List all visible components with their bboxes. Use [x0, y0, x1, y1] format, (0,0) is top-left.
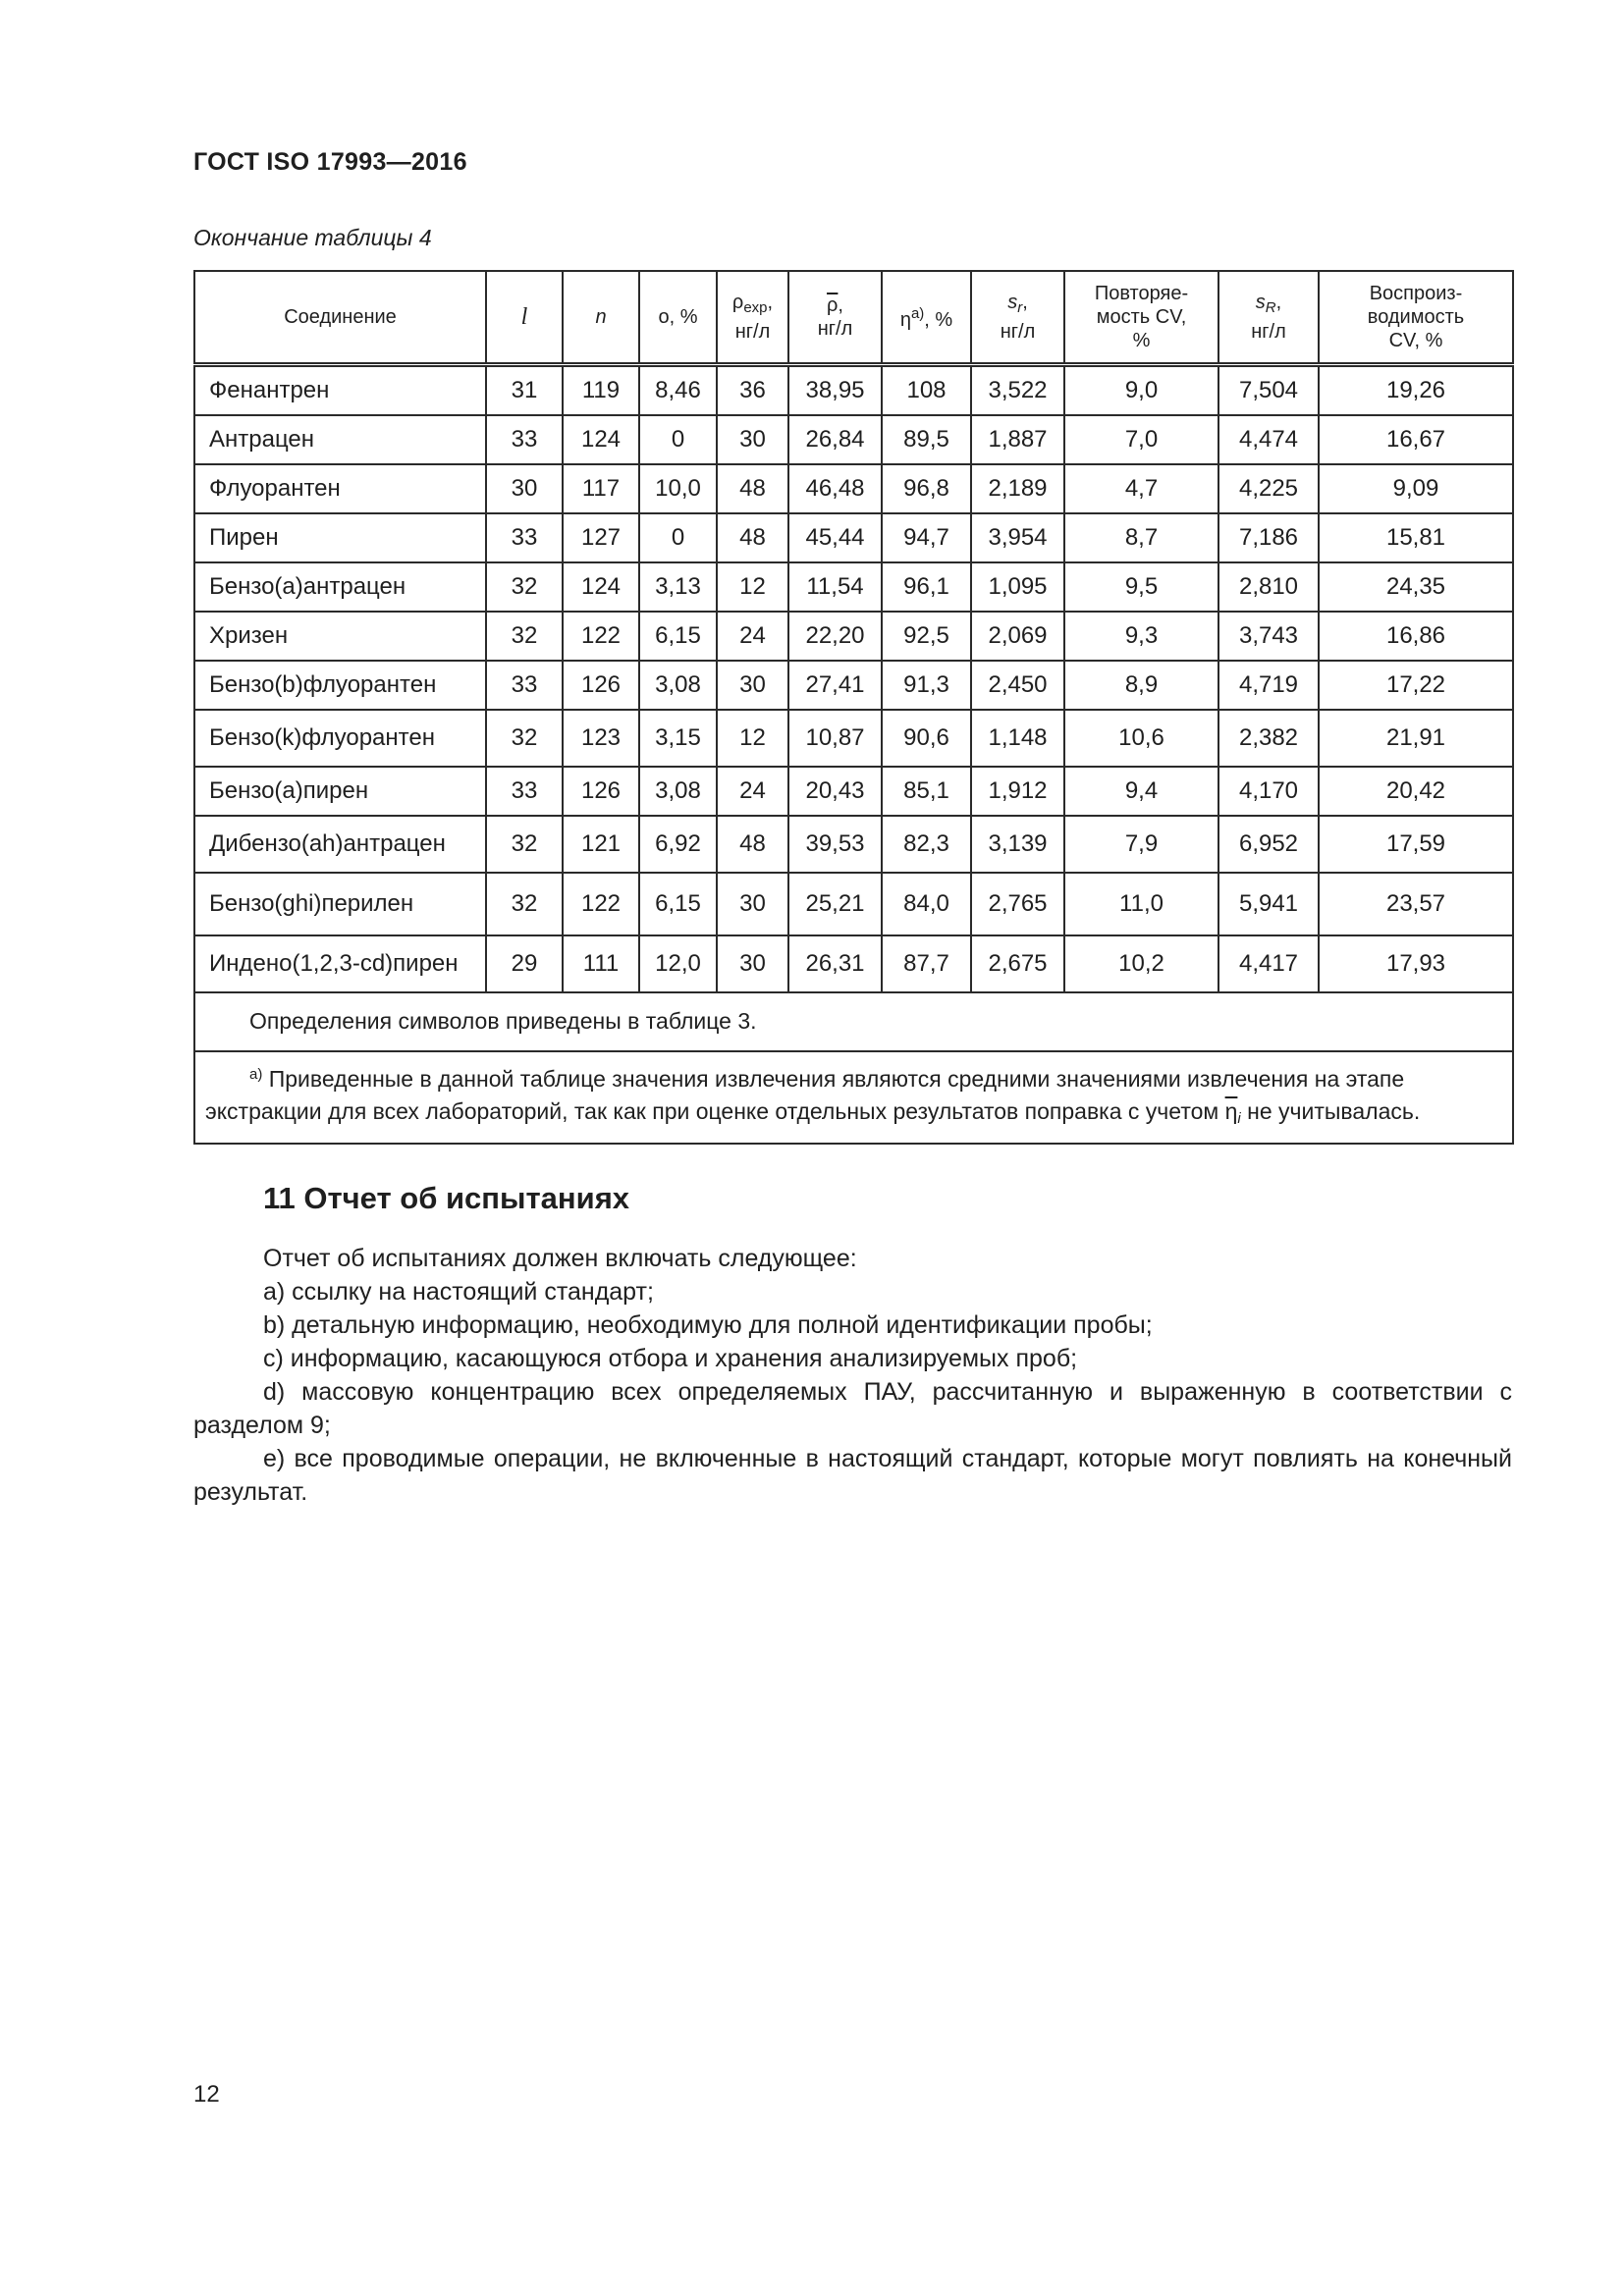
table-row	[194, 562, 1513, 612]
table-row	[194, 710, 1513, 767]
cell-rho-exp: 30	[717, 661, 788, 710]
cell-rho-exp: 24	[717, 612, 788, 661]
section-item: e) все проводимые операции, не включенные в настоящий стандарт, которые могут повлиять на конечный результат.	[193, 1445, 1512, 1506]
cell-repeatability-cv: 9,4	[1064, 767, 1218, 816]
cell-repeatability-cv: 4,7	[1064, 464, 1218, 513]
table-header-row	[194, 271, 1513, 365]
cell-rho-mean: 20,43	[788, 767, 882, 816]
cell-l: 31	[486, 365, 563, 416]
table-row	[194, 767, 1513, 816]
cell-repeatability-cv: 8,9	[1064, 661, 1218, 710]
table-row	[194, 365, 1513, 416]
header-reproducibility-cv: Воспроиз- водимость CV, %	[1319, 271, 1513, 365]
cell-rho-mean: 39,53	[788, 816, 882, 873]
cell-sr: 3,954	[971, 513, 1064, 562]
cell-reproducibility-cv: 17,59	[1319, 816, 1513, 873]
header-n: n	[563, 271, 639, 365]
cell-repeatability-cv: 8,7	[1064, 513, 1218, 562]
header-sr: $s_r$, нг/л	[971, 271, 1064, 365]
cell-eta: 108	[882, 365, 971, 416]
cell-rho-exp: 48	[717, 816, 788, 873]
cell-sR: 4,170	[1218, 767, 1319, 816]
cell-o-pct: 6,92	[639, 816, 717, 873]
cell-sR: 4,417	[1218, 935, 1319, 992]
cell-sr: 2,069	[971, 612, 1064, 661]
cell-l: 33	[486, 661, 563, 710]
header-l: l	[486, 271, 563, 365]
cell-rho-exp: 36	[717, 365, 788, 416]
cell-compound: Фенантрен	[194, 365, 486, 416]
cell-l: 33	[486, 415, 563, 464]
footnote	[194, 1051, 1513, 1144]
cell-reproducibility-cv: 24,35	[1319, 562, 1513, 612]
table-row	[194, 415, 1513, 464]
cell-n: 123	[563, 710, 639, 767]
cell-rho-mean: 27,41	[788, 661, 882, 710]
cell-eta: 87,7	[882, 935, 971, 992]
cell-reproducibility-cv: 17,93	[1319, 935, 1513, 992]
cell-o-pct: 0	[639, 415, 717, 464]
cell-reproducibility-cv: 19,26	[1319, 365, 1513, 416]
cell-eta: 96,1	[882, 562, 971, 612]
table-body	[194, 365, 1513, 993]
cell-o-pct: 0	[639, 513, 717, 562]
cell-eta: 94,7	[882, 513, 971, 562]
cell-rho-mean: 38,95	[788, 365, 882, 416]
cell-repeatability-cv: 7,9	[1064, 816, 1218, 873]
cell-repeatability-cv: 9,3	[1064, 612, 1218, 661]
cell-sr: 1,887	[971, 415, 1064, 464]
header-rho-mean: $\overline{\rho}$, нг/л	[788, 271, 882, 365]
table-row	[194, 935, 1513, 992]
document-header: ГОСТ ISO 17993—2016	[193, 148, 467, 176]
cell-eta: 91,3	[882, 661, 971, 710]
cell-compound: Дибензо(ah)антрацен	[194, 816, 486, 873]
cell-n: 127	[563, 513, 639, 562]
cell-rho-exp: 24	[717, 767, 788, 816]
cell-rho-mean: 25,21	[788, 873, 882, 935]
cell-rho-exp: 30	[717, 935, 788, 992]
header-o-pct: o, %	[639, 271, 717, 365]
section-title: 11 Отчет об испытаниях	[263, 1181, 630, 1215]
cell-sr: 2,189	[971, 464, 1064, 513]
section-item: b) детальную информацию, необходимую для полной идентификации пробы;	[263, 1311, 1153, 1339]
cell-n: 111	[563, 935, 639, 992]
cell-compound: Бензо(ghi)перилен	[194, 873, 486, 935]
cell-compound: Бензо(a)антрацен	[194, 562, 486, 612]
cell-sr: 1,148	[971, 710, 1064, 767]
cell-compound: Флуорантен	[194, 464, 486, 513]
section-item: d) массовую концентрацию всех определяемых ПАУ, рассчитанную и выраженную в соответствии с разделом 9;	[193, 1378, 1512, 1439]
cell-eta: 89,5	[882, 415, 971, 464]
section-items	[193, 1275, 1512, 1509]
header-repeatability-cv: Повторяе- мость CV, %	[1064, 271, 1218, 365]
cell-rho-mean: 22,20	[788, 612, 882, 661]
cell-rho-exp: 12	[717, 562, 788, 612]
cell-reproducibility-cv: 9,09	[1319, 464, 1513, 513]
table-row	[194, 464, 1513, 513]
cell-reproducibility-cv: 15,81	[1319, 513, 1513, 562]
cell-compound: Пирен	[194, 513, 486, 562]
cell-l: 29	[486, 935, 563, 992]
cell-reproducibility-cv: 16,86	[1319, 612, 1513, 661]
cell-eta: 82,3	[882, 816, 971, 873]
cell-sR: 4,474	[1218, 415, 1319, 464]
table-row	[194, 612, 1513, 661]
cell-n: 119	[563, 365, 639, 416]
cell-rho-mean: 26,31	[788, 935, 882, 992]
cell-rho-exp: 48	[717, 513, 788, 562]
header-compound: Соединение	[194, 271, 486, 365]
cell-l: 32	[486, 710, 563, 767]
cell-o-pct: 3,15	[639, 710, 717, 767]
cell-sR: 2,810	[1218, 562, 1319, 612]
cell-repeatability-cv: 10,2	[1064, 935, 1218, 992]
cell-rho-exp: 30	[717, 415, 788, 464]
cell-sR: 5,941	[1218, 873, 1319, 935]
cell-sR: 7,504	[1218, 365, 1319, 416]
cell-compound: Бензо(a)пирен	[194, 767, 486, 816]
cell-rho-mean: 10,87	[788, 710, 882, 767]
cell-n: 121	[563, 816, 639, 873]
cell-rho-mean: 45,44	[788, 513, 882, 562]
header-sR: $s_R$, нг/л	[1218, 271, 1319, 365]
footnote-text: Приведенные в данной таблице значения извлечения являются средними значениями извлечения на этапе экстракции для всех лабораторий, так как при оценке отдельных результатов поправка с учетом	[205, 1066, 1405, 1124]
cell-eta: 90,6	[882, 710, 971, 767]
footnote-eta-symbol: $\overline{\eta}_i$	[1224, 1098, 1241, 1127]
cell-reproducibility-cv: 20,42	[1319, 767, 1513, 816]
cell-compound: Бензо(b)флуорантен	[194, 661, 486, 710]
cell-l: 32	[486, 873, 563, 935]
cell-o-pct: 3,08	[639, 767, 717, 816]
table-row	[194, 513, 1513, 562]
cell-repeatability-cv: 11,0	[1064, 873, 1218, 935]
cell-sr: 2,765	[971, 873, 1064, 935]
cell-repeatability-cv: 9,5	[1064, 562, 1218, 612]
cell-reproducibility-cv: 17,22	[1319, 661, 1513, 710]
table-caption: Окончание таблицы 4	[193, 225, 432, 250]
table-row	[194, 873, 1513, 935]
cell-o-pct: 12,0	[639, 935, 717, 992]
cell-l: 32	[486, 816, 563, 873]
cell-rho-mean: 26,84	[788, 415, 882, 464]
cell-sR: 4,719	[1218, 661, 1319, 710]
cell-sR: 3,743	[1218, 612, 1319, 661]
header-rho-exp: $\rho_{exp}$, нг/л	[717, 271, 788, 365]
section-item: c) информацию, касающуюся отбора и хранения анализируемых проб;	[263, 1345, 1078, 1372]
cell-l: 30	[486, 464, 563, 513]
cell-n: 124	[563, 562, 639, 612]
cell-sr: 3,522	[971, 365, 1064, 416]
cell-sR: 4,225	[1218, 464, 1319, 513]
cell-o-pct: 3,13	[639, 562, 717, 612]
cell-compound: Индено(1,2,3-cd)пирен	[194, 935, 486, 992]
cell-n: 126	[563, 661, 639, 710]
footnote-end: не учитывалась.	[1247, 1098, 1421, 1124]
cell-reproducibility-cv: 23,57	[1319, 873, 1513, 935]
cell-rho-exp: 12	[717, 710, 788, 767]
cell-l: 32	[486, 612, 563, 661]
section-intro: Отчет об испытаниях должен включать следующее:	[263, 1245, 857, 1272]
cell-eta: 84,0	[882, 873, 971, 935]
cell-eta: 96,8	[882, 464, 971, 513]
cell-l: 32	[486, 562, 563, 612]
cell-eta: 92,5	[882, 612, 971, 661]
cell-n: 122	[563, 873, 639, 935]
cell-compound: Антрацен	[194, 415, 486, 464]
cell-sr: 1,912	[971, 767, 1064, 816]
cell-o-pct: 6,15	[639, 873, 717, 935]
cell-n: 117	[563, 464, 639, 513]
cell-o-pct: 6,15	[639, 612, 717, 661]
page-number: 12	[193, 2081, 220, 2108]
cell-sR: 7,186	[1218, 513, 1319, 562]
cell-compound: Бензо(k)флуорантен	[194, 710, 486, 767]
cell-l: 33	[486, 767, 563, 816]
results-table	[193, 270, 1514, 1145]
cell-repeatability-cv: 9,0	[1064, 365, 1218, 416]
cell-sr: 2,675	[971, 935, 1064, 992]
cell-rho-mean: 11,54	[788, 562, 882, 612]
cell-sr: 1,095	[971, 562, 1064, 612]
section-item: a) ссылку на настоящий стандарт;	[263, 1278, 654, 1306]
cell-compound: Хризен	[194, 612, 486, 661]
header-eta: $\eta^{a)}$, %	[882, 271, 971, 365]
cell-sr: 3,139	[971, 816, 1064, 873]
section-body	[193, 1242, 1512, 1509]
cell-n: 122	[563, 612, 639, 661]
cell-sR: 6,952	[1218, 816, 1319, 873]
cell-rho-exp: 48	[717, 464, 788, 513]
cell-sr: 2,450	[971, 661, 1064, 710]
cell-eta: 85,1	[882, 767, 971, 816]
table-row	[194, 661, 1513, 710]
cell-rho-mean: 46,48	[788, 464, 882, 513]
cell-reproducibility-cv: 16,67	[1319, 415, 1513, 464]
cell-n: 126	[563, 767, 639, 816]
cell-o-pct: 10,0	[639, 464, 717, 513]
table-row	[194, 816, 1513, 873]
cell-rho-exp: 30	[717, 873, 788, 935]
footnote-marker: a)	[249, 1066, 263, 1083]
cell-n: 124	[563, 415, 639, 464]
cell-repeatability-cv: 10,6	[1064, 710, 1218, 767]
cell-o-pct: 3,08	[639, 661, 717, 710]
symbol-definitions-note: Определения символов приведены в таблице 3.	[194, 992, 1513, 1051]
cell-sR: 2,382	[1218, 710, 1319, 767]
cell-o-pct: 8,46	[639, 365, 717, 416]
cell-reproducibility-cv: 21,91	[1319, 710, 1513, 767]
cell-l: 33	[486, 513, 563, 562]
cell-repeatability-cv: 7,0	[1064, 415, 1218, 464]
table-note-row	[194, 992, 1513, 1051]
table-footnote-row	[194, 1051, 1513, 1144]
